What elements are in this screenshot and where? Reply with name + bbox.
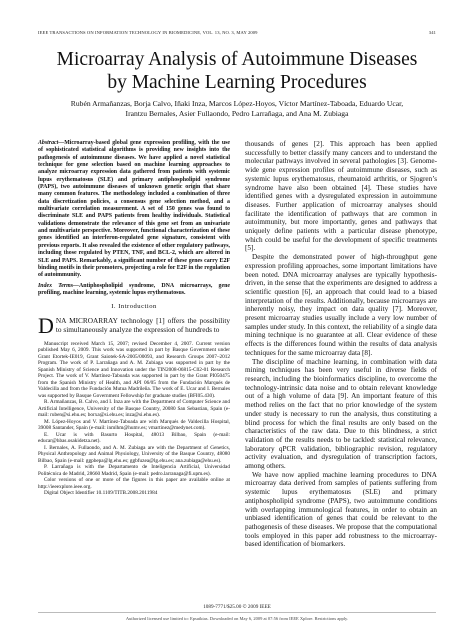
index-terms-text: Antiphospholipid syndrome, DNA microarrays, gene profiling, machine learning, systemic lupus erythematosus. xyxy=(38,282,230,296)
body-paragraph: The discipline of machine learning, in combination with data mining techniques has been very useful in diverse fields of research, including the bioinformatics discipline, to overcome the technology-intrinsic data noise and to obtain relevant knowledge out of a high volume of data [9]. An important feature of this method relies on the fact that no prior knowledge of the system under study is necessary to run the analysis, thus constituting a blind process for which the final results are only based on the characteristics of the raw data. Due to this blindness, a strict validation of the results needs to be tackled: statistical relevance, laboratory qPCR validation, bibliographic revision, regulatory activity evaluation, and dysregulation of transcription factors, among others. xyxy=(245,357,437,471)
license-notice: Authorized licensed use limited to: Epsuiktas. Downloaded on May 6, 2009 at 07:56 from IEEE Xplore. Restrictions apply. xyxy=(125,616,349,621)
author-list xyxy=(38,99,436,119)
footnote-manuscript: Manuscript received March 15, 2007; revised December 4, 2007. Current version published May 6, 2009. This work was supported in part by Basque Government under Grant Etortek-IE019, Grant Saiotek-SA-2005/00093, and Research Groups 2007–2012 Program. The work of P. Larrañaga and A. M. Zubiaga was supported in part by the Spanish Ministry of Science and Innovation under the TIN2008-06815-C02-01 Research Project. The work of V. Martínez-Taboada was supported in part by the Grant PI050475 from the Spanish Ministry of Health, and API 06/05 from the Fundación Marqués de Valdecilla and from the Fundación Mutua Madrileña. The work of E. Ucar and I. Bernales was supported by Basque Government Fellowship for graduate studies (BFI05.430). xyxy=(38,340,230,399)
title-line-1: Microarray Analysis of Autoimmune Diseases xyxy=(56,49,418,70)
page-number: 341 xyxy=(428,30,436,35)
footnote-doi: Digital Object Identifier 10.1109/TITB.2008.2011984 xyxy=(44,490,158,497)
abstract xyxy=(38,140,230,280)
copyright-code: 1089-7771/$25.00 © 2009 IEEE xyxy=(203,604,271,610)
index-terms-label: Index Terms— xyxy=(38,282,79,289)
index-terms xyxy=(38,283,230,298)
section-heading: I. Introduction xyxy=(111,303,157,311)
body-paragraph: We have now applied machine learning procedures to DNA microarray data derived from samples of patients suffering from systemic lupus erythematosus (SLE) and primary antiphospholipid syndrome (PAPS), two autoimmune conditions with overlapping immunological features, in order to obtain an unbiased identification of genes that could be relevant to the pathogenesis of these diseases. We propose that the computational tools employed in this paper add robustness to the microarray-based identification of biomarkers. xyxy=(245,470,437,549)
authors-line-2: Irantzu Bernales, Asier Fullaondo, Pedro Larrañaga, and Ana M. Zubiaga xyxy=(125,109,349,119)
intro-text: NA MICROARRAY technology [1] offers the possibility to simultaneously analyze the expression of hundreds to xyxy=(55,315,230,334)
abstract-label: Abstract— xyxy=(38,140,65,146)
footnote-affiliation: E. Ucar is with Basurto Hospital, 48013 Bilbao, Spain (e-mail: educar@hbas.osakidetza.net). xyxy=(38,431,230,445)
authors-line-1: Rubén Armañanzas, Borja Calvo, Iñaki Inza, Marcos López-Hoyos, Víctor Martínez-Taboada, Eduardo Ucar, xyxy=(70,99,404,108)
body-paragraph: thousands of genes [2]. This approach has been applied successfully to better classify many cancers and to understand the molecular pathways involved in several pathologies [3]. Genome-wide gene expression profiles of autoimmune diseases, such as systemic lupus erythematosus, rheumatoid arthritis, or Sjogren’s syndrome have also been obtained [4]. These studies have identified genes with a dysregulated expression in autoimmune diseases. Further application of microarray analyses should facilitate the identification of pathways that are common in autoimmunity, but more importantly, genes and pathways that uniquely define patients with a particular disease phenotype, which could be useful for the development of specific treatments [5]. xyxy=(245,140,437,253)
paper-title xyxy=(38,48,436,94)
drop-cap: D xyxy=(38,312,54,338)
footnote-color-versions: Color versions of one or more of the figures in this paper are available online at http://ieeexplore.ieee.org. xyxy=(38,477,230,490)
footer-divider xyxy=(38,612,436,613)
intro-paragraph xyxy=(38,312,230,338)
footnote-affiliation: R. Armañanzas, B. Calvo, and I. Inza are with the Department of Computer Science and Artificial Intelligence, University of the Basque Country, 20080 San Sebastian, Spain (e-mail: ruben@si.ehu.es; borxa@si.ehu.es; inza@si.ehu.es). xyxy=(38,399,230,419)
footnote-affiliation: I. Bernales, A. Fullaondo, and A. M. Zubiaga are with the Department of Genetics, Physical Anthropology and Animal Physiology, University of the Basque Country, 48080 Bilbao, Spain (e-mail: ggpbepa@lg.ehu.es; ggbfuzea@lg.ehu.es; ana.zubiaga@ehu.es). xyxy=(38,444,230,464)
running-head xyxy=(38,30,436,35)
title-line-2: by Machine Learning Procedures xyxy=(107,72,367,93)
body-paragraph: Despite the demonstrated power of high-throughput gene expression profiling approaches, some important limitations have been noted. DNA microarray analyses are typically hypothesis-driven, in the sense that the experiments are designed to address a scientific question [6], an approach that could lead to a biased interpretation of the results. Additionally, because microarrays are inherently noisy, they impact on data quality [7]. Moreover, present microarray studies usually include a very low number of samples under study. In this context, the reliability of a single data mining technique is no guarantee at all. Clear evidence of these effects is the differences found within the results of data analysis techniques for the same microarray data [8]. xyxy=(245,253,437,357)
footnotes xyxy=(38,341,230,497)
right-column xyxy=(245,140,437,549)
journal-header: IEEE TRANSACTIONS ON INFORMATION TECHNOLOGY IN BIOMEDICINE, VOL. 13, NO. 3, MAY 2009 xyxy=(38,30,258,35)
footnote-affiliation: P. Larrañaga is with the Departamento de Inteligencia Artificial, Universidad Politécnica de Madrid, 28660 Madrid, Spain (e-mail: pedro.larranaga@fi.upm.es). xyxy=(38,464,230,477)
abstract-text: Microarray-based global gene expression profiling, with the use of sophisticated statistical algorithms is providing new insights into the pathogenesis of autoimmune diseases. We have applied a novel statistical technique for gene selection based on machine learning approaches to analyze microarray expression data gathered from patients with systemic lupus erythematosus (SLE) and primary antiphospholipid syndrome (PAPS), two autoimmune diseases of unknown genetic origin that share many common features. The methodology included a combination of three data discretization policies, a consensus gene selection method, and a multivariate correlation measurement. A set of 150 genes was found to discriminate SLE and PAPS patients from healthy individuals. Statistical validations demonstrate the relevance of this gene set from an univariate and multivariate perspective. Moreover, functional characterization of these genes identified an interferon-regulated gene signature, consistent with previous reports. It also revealed the existence of other regulatory pathways, including those regulated by PTEN, TNF, and BCL-2, which are altered in SLE and PAPS. Remarkably, a significant number of these genes carry E2F binding motifs in their promoters, projecting a role for E2F in the regulation of autoimmunity. xyxy=(38,140,230,279)
footnote-affiliation: M. López-Hoyos and V. Martínez-Taboada are with Marqués de Valdecilla Hospital, 39008 Santander, Spain (e-mail: inmlhm@humv.es; vmartinez@medynet.com). xyxy=(38,418,230,432)
left-column xyxy=(38,140,230,497)
